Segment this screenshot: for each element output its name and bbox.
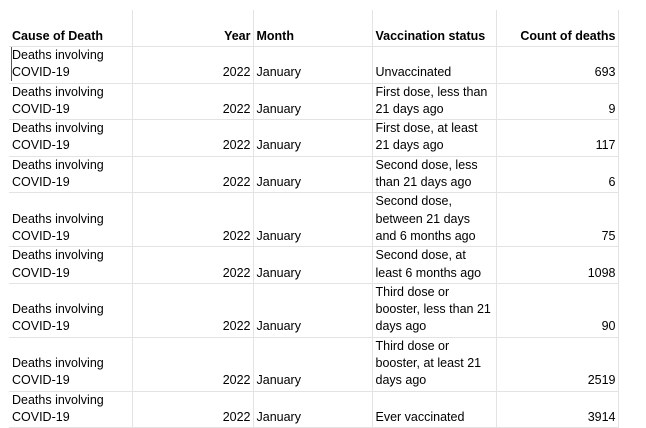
table-row — [9, 391, 618, 428]
header-month[interactable]: Month — [253, 10, 372, 47]
cell-cause[interactable]: Deaths involving COVID-19 — [9, 337, 132, 391]
cell-year[interactable]: 2022 — [132, 47, 253, 84]
cell-vaccination-status[interactable]: Second dose, less than 21 days ago — [372, 156, 496, 193]
cell-cause[interactable]: Deaths involving COVID-19 — [9, 247, 132, 284]
cell-vaccination-status[interactable]: Third dose or booster, less than 21 days ago — [372, 283, 496, 337]
cell-vaccination-status[interactable]: Second dose, at least 6 months ago — [372, 247, 496, 284]
cell-month[interactable]: January — [253, 193, 372, 247]
cell-cause[interactable]: Deaths involving COVID-19 — [9, 120, 132, 157]
cell-month[interactable]: January — [253, 83, 372, 120]
cell-cause[interactable]: Deaths involving COVID-19 — [9, 391, 132, 428]
deaths-by-vaccination-table — [9, 10, 619, 428]
cell-year[interactable]: 2022 — [132, 283, 253, 337]
header-year[interactable]: Year — [132, 10, 253, 47]
header-vaccination-status[interactable]: Vaccination status — [372, 10, 496, 47]
cell-month[interactable]: January — [253, 337, 372, 391]
cell-vaccination-status[interactable]: First dose, at least 21 days ago — [372, 120, 496, 157]
cell-month[interactable]: January — [253, 391, 372, 428]
cell-count[interactable]: 6 — [496, 156, 618, 193]
table-row — [9, 47, 618, 84]
cell-month[interactable]: January — [253, 156, 372, 193]
cell-cause[interactable]: Deaths involving COVID-19 — [9, 193, 132, 247]
cell-count[interactable]: 9 — [496, 83, 618, 120]
cell-month[interactable]: January — [253, 47, 372, 84]
cell-count[interactable]: 1098 — [496, 247, 618, 284]
cell-month[interactable]: January — [253, 247, 372, 284]
cell-year[interactable]: 2022 — [132, 247, 253, 284]
cell-month[interactable]: January — [253, 120, 372, 157]
cell-vaccination-status[interactable]: Ever vaccinated — [372, 391, 496, 428]
table-row — [9, 337, 618, 391]
cell-count[interactable]: 693 — [496, 47, 618, 84]
table-row — [9, 193, 618, 247]
cell-year[interactable]: 2022 — [132, 120, 253, 157]
cell-count[interactable]: 75 — [496, 193, 618, 247]
cell-cause[interactable]: Deaths involving COVID-19 — [9, 156, 132, 193]
header-row — [9, 10, 618, 47]
cell-count[interactable]: 3914 — [496, 391, 618, 428]
cell-year[interactable]: 2022 — [132, 391, 253, 428]
table-row — [9, 120, 618, 157]
table-row — [9, 83, 618, 120]
cell-count[interactable]: 90 — [496, 283, 618, 337]
cell-cause[interactable]: Deaths involving COVID-19 — [9, 47, 132, 84]
cell-vaccination-status[interactable]: First dose, less than 21 days ago — [372, 83, 496, 120]
cell-cause[interactable]: Deaths involving COVID-19 — [9, 83, 132, 120]
cell-count[interactable]: 117 — [496, 120, 618, 157]
cell-cause[interactable]: Deaths involving COVID-19 — [9, 283, 132, 337]
table-row — [9, 247, 618, 284]
cell-count[interactable]: 2519 — [496, 337, 618, 391]
header-cause[interactable]: Cause of Death — [9, 10, 132, 47]
cell-vaccination-status[interactable]: Unvaccinated — [372, 47, 496, 84]
cell-year[interactable]: 2022 — [132, 156, 253, 193]
cell-year[interactable]: 2022 — [132, 193, 253, 247]
cell-year[interactable]: 2022 — [132, 83, 253, 120]
cell-year[interactable]: 2022 — [132, 337, 253, 391]
cell-month[interactable]: January — [253, 283, 372, 337]
table-row — [9, 283, 618, 337]
header-count[interactable]: Count of deaths — [496, 10, 618, 47]
cell-vaccination-status[interactable]: Third dose or booster, at least 21 days ago — [372, 337, 496, 391]
table-row — [9, 156, 618, 193]
cell-vaccination-status[interactable]: Second dose, between 21 days and 6 months ago — [372, 193, 496, 247]
